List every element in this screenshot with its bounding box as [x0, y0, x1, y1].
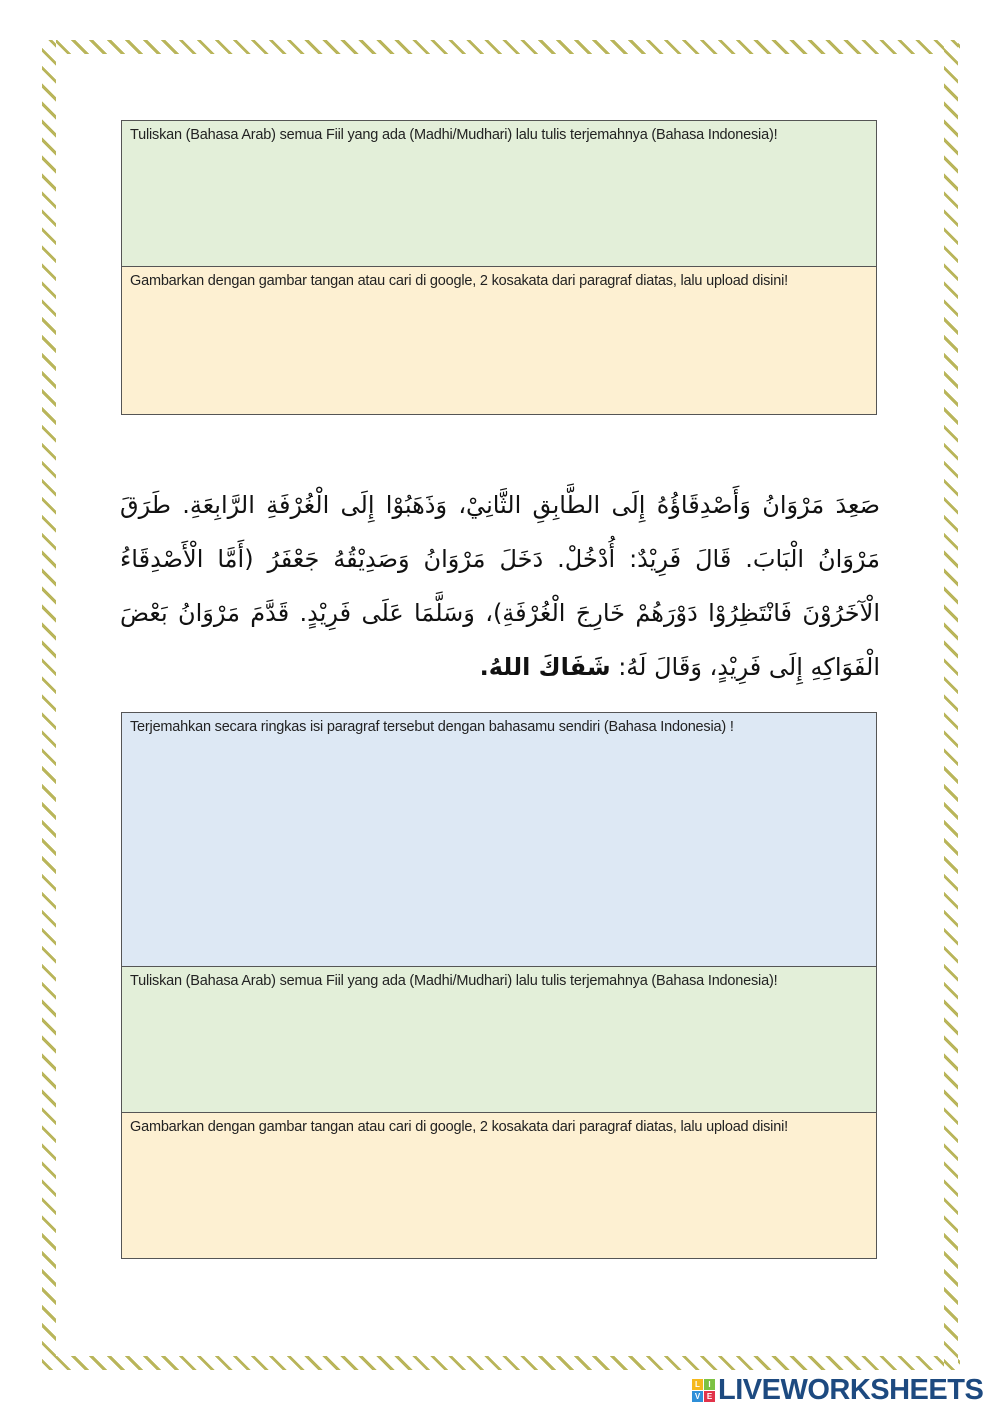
passage-text: صَعِدَ مَرْوَانُ وَأَصْدِقَاؤُهُ إِلَى الطَّابِقِ الثَّانِيْ، وَذَهَبُوْا إِلَى الْغُرْفَةِ الرَّابِعَةِ. طَرَقَ مَرْوَانُ الْبَابَ. قَالَ فَرِيْدٌ: أُدْخُلْ. دَخَلَ مَرْوَانُ وَصَدِيْقُهُ جَعْفَرُ (أَمَّا الْأَصْدِقَاءُ الْآخَرُوْنَ فَانْتَظِرُوْا دَوْرَهُمْ خَارِجَ الْغُرْفَةِ)، وَسَلَّمَا عَلَى فَرِيْدٍ. قَدَّمَ مَرْوَانُ بَعْضَ الْفَوَاكِهِ إِلَى فَرِيْدٍ، وَقَالَ لَهُ: [120, 491, 880, 681]
gambar-prompt: Gambarkan dengan gambar tangan atau cari di google, 2 kosakata dari paragraf diatas, lalu upload disini! [130, 273, 788, 289]
fiil-prompt: Tuliskan (Bahasa Arab) semua Fiil yang ada (Madhi/Mudhari) lalu tulis terjemahnya (Bahasa Indonesia)! [130, 127, 778, 143]
passage-closing: شَفَاكَ اللهُ. [479, 653, 611, 681]
live-logo-icon: L I V E [692, 1379, 715, 1402]
image-upload-box-2[interactable] [121, 1112, 877, 1259]
translate-prompt: Terjemahkan secara ringkas isi paragraf tersebut dengan bahasamu sendiri (Bahasa Indonesia) ! [130, 719, 734, 735]
fiil-answer-box-2[interactable] [121, 966, 877, 1113]
image-upload-box-1[interactable] [121, 266, 877, 415]
translation-answer-box[interactable] [121, 712, 877, 967]
gambar-prompt: Gambarkan dengan gambar tangan atau cari di google, 2 kosakata dari paragraf diatas, lalu upload disini! [130, 1119, 788, 1135]
pencil-border-top [42, 40, 960, 54]
pencil-border-left [42, 40, 56, 1370]
fiil-prompt: Tuliskan (Bahasa Arab) semua Fiil yang ada (Madhi/Mudhari) lalu tulis terjemahnya (Bahasa Indonesia)! [130, 973, 778, 989]
pencil-border-bottom [42, 1356, 960, 1370]
fiil-answer-box-1[interactable] [121, 120, 877, 267]
liveworksheets-logo [692, 1374, 983, 1407]
pencil-border-right [944, 40, 958, 1370]
arabic-passage [120, 478, 880, 694]
logo-text: LIVEWORKSHEETS [718, 1374, 984, 1406]
